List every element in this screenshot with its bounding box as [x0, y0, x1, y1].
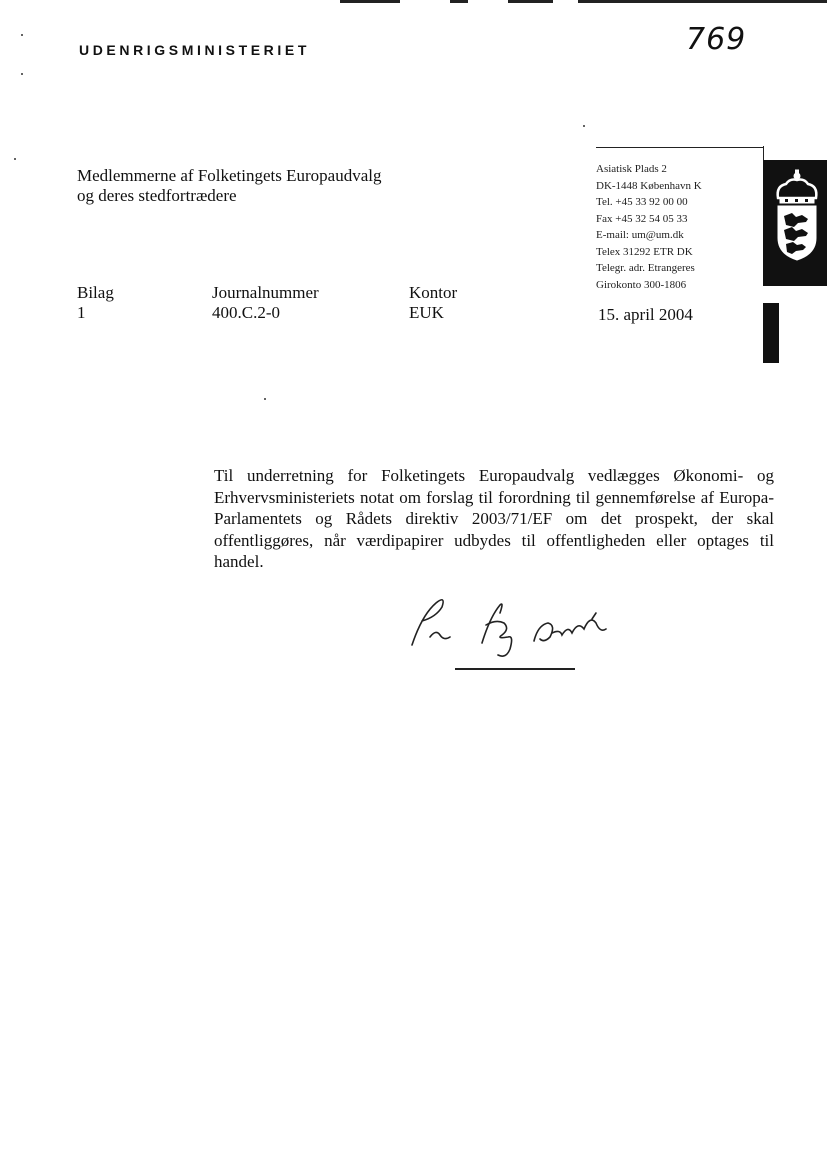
letter-body: Til underretning for Folketingets Europaudvalg vedlægges Økonomi- og Erhvervsministeriets notat om forslag til forordning til gennemførelse af Europa-Parlamentets og Rådets direktiv 2003/71/EF om det prospekt, der skal offentliggøres, når værdipapirer udbydes til offentligheden eller optages til handel.: [214, 466, 774, 571]
scan-dot: [21, 34, 23, 36]
scan-artifact-line: [508, 0, 553, 3]
bilag-label: Bilag: [77, 283, 114, 302]
scan-artifact-line: [450, 0, 468, 3]
handwritten-signature: [400, 585, 640, 665]
address-telegram: Telegr. adr. Etrangeres: [596, 262, 695, 274]
signature-underline: [455, 668, 575, 670]
address-tel: Tel. +45 33 92 00 00: [596, 196, 688, 208]
scan-dot: [583, 125, 585, 127]
page-number: 769: [686, 22, 747, 57]
address-postal: DK-1448 København K: [596, 179, 702, 192]
address-fax: Fax +45 32 54 05 33: [596, 212, 688, 225]
scan-artifact-line: [340, 0, 400, 3]
kontor-label: Kontor: [409, 283, 458, 302]
recipient-line: og deres stedfortrædere: [77, 186, 237, 205]
recipient-line: Medlemmerne af Folketingets Europaudvalg: [77, 166, 382, 185]
scan-artifact-line: [578, 0, 827, 3]
letter-date: 15. april 2004: [598, 305, 693, 324]
scan-dot: [264, 398, 266, 400]
kontor-field: [409, 283, 457, 323]
bilag-field: [77, 283, 114, 323]
address-giro: Girokonto 300-1806: [596, 278, 687, 291]
journal-field: [212, 283, 319, 323]
bilag-value: 1: [77, 303, 86, 322]
recipient-block: [77, 166, 382, 206]
journal-value: 400.C.2-0: [212, 303, 280, 322]
ministry-name: UDENRIGSMINISTERIET: [79, 42, 310, 58]
scan-edge-mark: [763, 303, 779, 363]
journal-label: Journalnummer: [212, 283, 319, 302]
address-street: Asiatisk Plads 2: [596, 163, 667, 175]
scan-dot: [14, 158, 16, 160]
address-email: E-mail: um@um.dk: [596, 229, 684, 241]
royal-crest-icon: [772, 168, 822, 278]
scan-dot: [21, 73, 23, 75]
kontor-value: EUK: [409, 303, 444, 322]
address-telex: Telex 31292 ETR DK: [596, 245, 693, 258]
address-block: [596, 161, 702, 293]
address-rule: [596, 147, 764, 148]
